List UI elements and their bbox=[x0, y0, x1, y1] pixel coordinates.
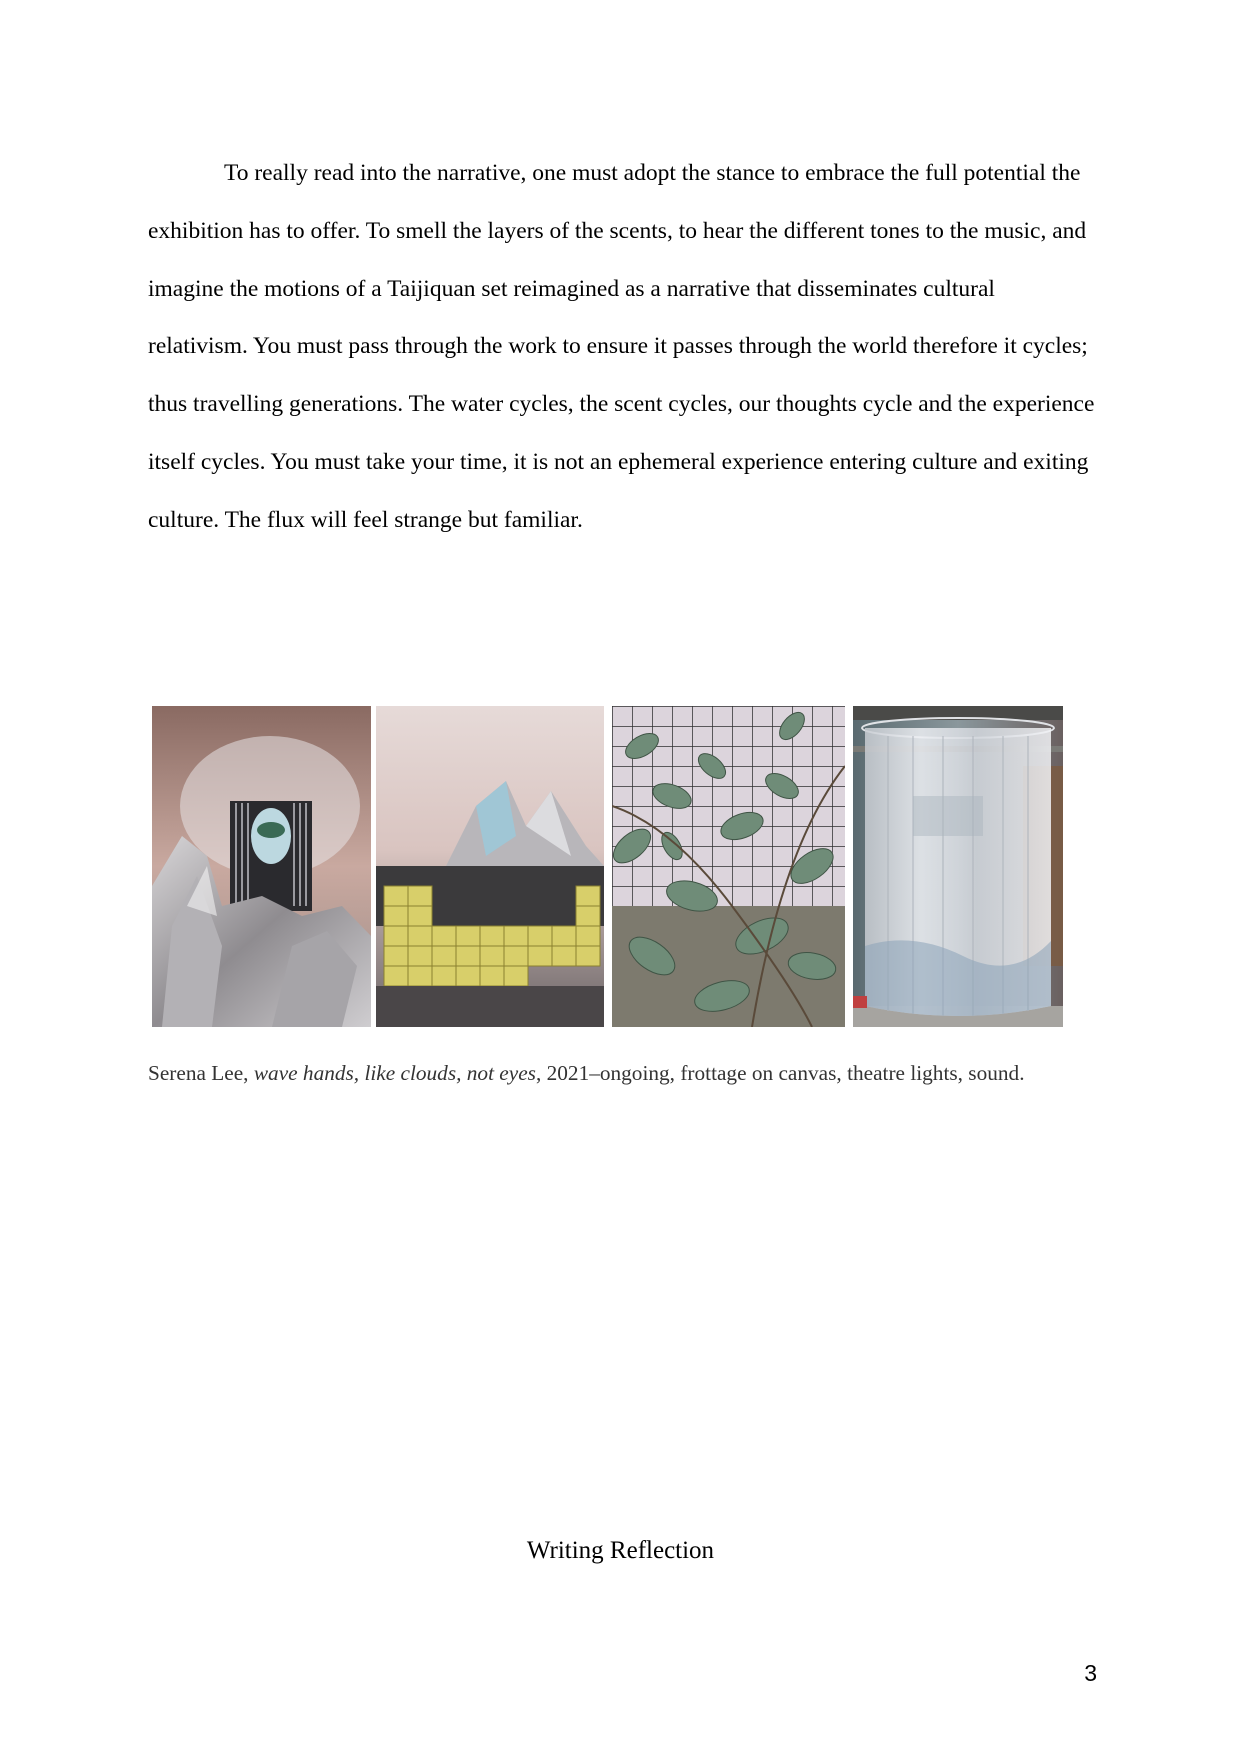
page-number: 3 bbox=[1084, 1660, 1097, 1686]
curtain-cylinder-photo bbox=[853, 706, 1063, 1027]
caption-artwork-title: wave hands, like clouds, not eyes bbox=[253, 1061, 536, 1085]
eucalyptus-branches-photo bbox=[612, 706, 845, 1027]
figure-caption bbox=[148, 1061, 1025, 1086]
body-text bbox=[148, 145, 1100, 550]
body-paragraph: To really read into the narrative, one must adopt the stance to embrace the full potential the exhibition has to offer. To smell the layers of the scents, to hear the different tones to the music, and imagine the motions of a Taijiquan set reimagined as a narrative that disseminates cultural relativism. You must pass through the work to ensure it passes through the world therefore it cycles; thus travelling generations. The water cycles, the scent cycles, our thoughts cycle and the experience itself cycles. You must take your time, it is not an ephemeral experience entering culture and exiting culture. The flux will feel strange but familiar. bbox=[148, 160, 1095, 533]
foil-mountains-and-boxes-photo bbox=[376, 706, 604, 1027]
foil-mountain-installation-photo bbox=[152, 706, 371, 1027]
caption-artist: Serena Lee, bbox=[148, 1061, 254, 1085]
section-heading: Writing Reflection bbox=[526, 1537, 715, 1564]
caption-details: , 2021–ongoing, frottage on canvas, theatre lights, sound. bbox=[535, 1061, 1025, 1085]
